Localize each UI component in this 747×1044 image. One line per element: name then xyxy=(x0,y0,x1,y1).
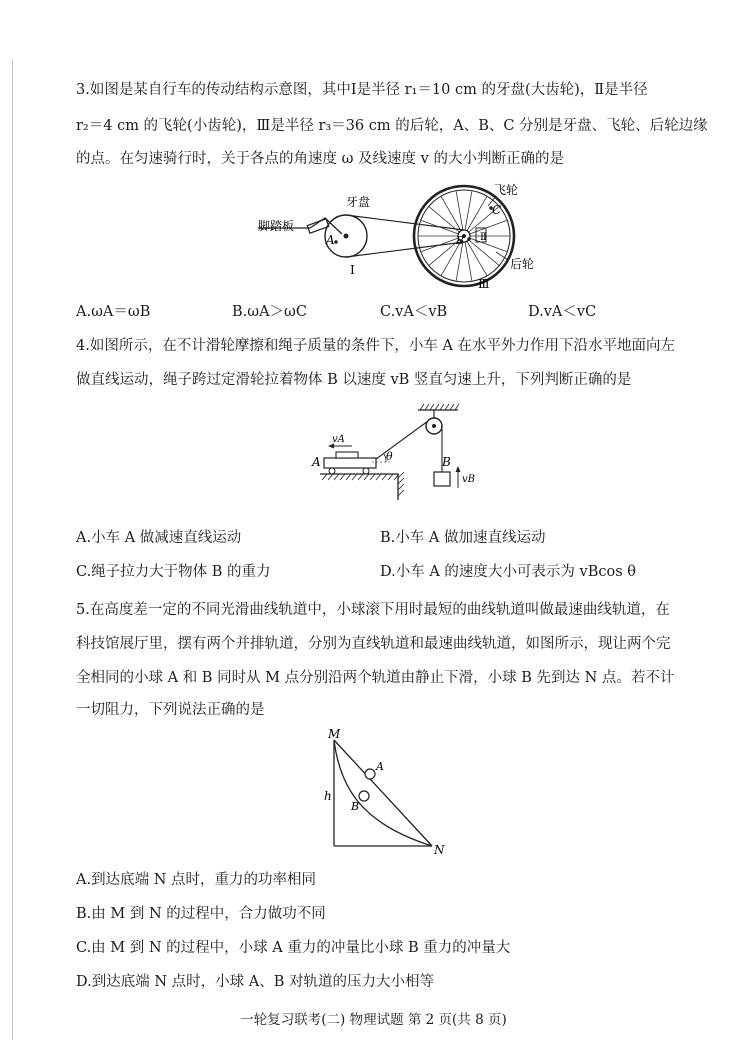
q5-line-3: 全相同的小球 A 和 B 同时从 M 点分别沿两个轨道由静止下滑，小球 B 先到达 N 点。若不计 xyxy=(76,670,675,686)
ground-hatch xyxy=(322,472,404,496)
label-vb: vB xyxy=(462,474,475,485)
label-roman-ii: Ⅱ xyxy=(480,232,487,243)
q4-option-b: B.小车 A 做加速直线运动 xyxy=(380,530,546,546)
label-n: N xyxy=(434,843,445,857)
label-m: M xyxy=(328,727,341,741)
label-block-b: B xyxy=(442,455,451,469)
chainring-axle xyxy=(344,234,349,239)
cart-a-top xyxy=(336,452,358,458)
q5-line-1: 5.在高度差一定的不同光滑曲线轨道中，小球滚下用时最短的曲线轨道叫做最速曲线轨道，在 xyxy=(76,602,670,618)
label-c: C xyxy=(492,203,502,217)
q4-option-d: D.小车 A 的速度大小可表示为 vBcos θ xyxy=(380,564,636,580)
q3-line-2: r₂＝4 cm 的飞轮(小齿轮)，Ⅲ是半径 r₃＝36 cm 的后轮，A、B、C 分别是牙盘、飞轮、后轮边缘 xyxy=(76,118,708,134)
cart-wheel-left xyxy=(329,468,335,474)
q3-bicycle-diagram xyxy=(250,182,535,294)
q4-line-2: 做直线运动，绳子跨过定滑轮拉着物体 B 以速度 vB 竖直匀速上升，下列判断正确的是 xyxy=(76,372,632,388)
q3-option-d: D.vA＜vC xyxy=(528,304,597,320)
q5-option-b: B.由 M 到 N 的过程中，合力做功不同 xyxy=(76,906,326,922)
ball-a xyxy=(365,769,375,779)
q5-option-a: A.到达底端 N 点时，重力的功率相同 xyxy=(76,872,316,888)
q4-line-1: 4.如图所示，在不计滑轮摩擦和绳子质量的条件下，小车 A 在水平外力作用下沿水平地面向左 xyxy=(76,338,676,354)
q4-option-a: A.小车 A 做减速直线运动 xyxy=(76,530,242,546)
label-theta: θ xyxy=(386,450,393,463)
pulley-axle xyxy=(432,424,436,428)
ball-b xyxy=(359,791,369,801)
chain-top xyxy=(346,215,464,230)
q5-line-4: 一切阻力，下列说法正确的是 xyxy=(76,702,265,718)
label-a: A xyxy=(326,233,335,247)
label-pedal: 脚踏板 xyxy=(258,219,295,233)
point-b xyxy=(467,237,471,241)
cart-a-body xyxy=(324,458,376,468)
q5-option-c: C.由 M 到 N 的过程中，小球 A 重力的冲量比小球 B 重力的冲量大 xyxy=(76,940,511,956)
q5-line-2: 科技馆展厅里，摆有两个并排轨道，分别为直线轨道和最速曲线轨道，如图所示，现让两个完 xyxy=(76,636,671,652)
binding-margin-line xyxy=(12,60,13,1040)
label-cart-a: A xyxy=(312,455,321,469)
label-flywheel: 飞轮 xyxy=(494,183,519,197)
chain-bottom xyxy=(346,242,464,257)
label-b: B xyxy=(456,234,465,247)
label-h: h xyxy=(324,789,332,803)
q4-pulley-diagram xyxy=(300,400,490,500)
q3-line-1: 3.如图是某自行车的传动结构示意图，其中Ⅰ是半径 r₁＝10 cm 的牙盘(大齿轮)，Ⅱ是半径 xyxy=(76,82,648,98)
rope-slanted xyxy=(372,421,428,462)
page-footer: 一轮复习联考(二) 物理试题 第 2 页(共 8 页) xyxy=(240,1012,507,1028)
label-rear-wheel: 后轮 xyxy=(510,257,535,271)
q5-option-d: D.到达底端 N 点时，小球 A、B 对轨道的压力大小相等 xyxy=(76,974,434,990)
vb-arrowhead xyxy=(456,466,461,472)
q3-line-3: 的点。在匀速骑行时，关于各点的角速度 ω 及线速度 v 的大小判断正确的是 xyxy=(76,151,564,167)
straight-track xyxy=(334,740,432,846)
label-roman-i: Ⅰ xyxy=(350,263,355,277)
q5-track-diagram xyxy=(312,728,452,858)
label-roman-iii: Ⅲ xyxy=(478,277,490,291)
label-chainring: 牙盘 xyxy=(346,195,371,209)
ceiling-hatch xyxy=(420,404,459,410)
block-b xyxy=(434,472,450,486)
point-a xyxy=(334,240,338,244)
q3-option-b: B.ωA＞ωC xyxy=(232,304,307,320)
q3-option-a: A.ωA＝ωB xyxy=(76,304,151,320)
label-ball-a: A xyxy=(376,760,384,773)
cart-wheel-right xyxy=(363,468,369,474)
q3-option-c: C.vA＜vB xyxy=(380,304,448,320)
label-ball-b: B xyxy=(351,800,360,813)
q4-option-c: C.绳子拉力大于物体 B 的重力 xyxy=(76,564,271,580)
label-va: vA xyxy=(332,434,345,445)
